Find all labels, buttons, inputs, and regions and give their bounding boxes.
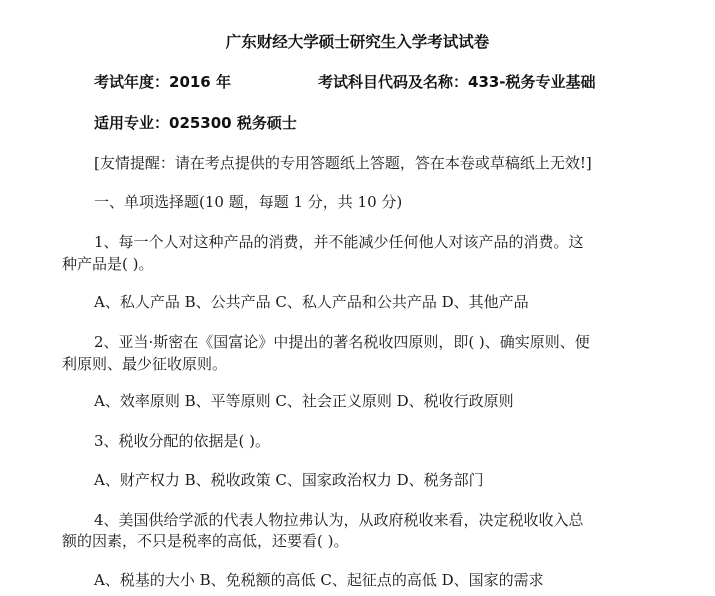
exam-year: 考试年度：2016 年 xyxy=(94,73,231,91)
question-2-options: A、效率原则 B、平等原则 C、社会正义原则 D、税收行政原则 xyxy=(94,392,514,410)
question-3-options: A、财产权力 B、税收政策 C、国家政治权力 D、税务部门 xyxy=(94,471,484,489)
question-1-text-cont: 种产品是( )。 xyxy=(62,255,154,273)
question-3-text: 3、税收分配的依据是( )。 xyxy=(94,432,271,450)
reminder-text: [友情提醒：请在考点提供的专用答题纸上答题，答在本卷或草稿纸上无效!] xyxy=(94,154,592,172)
exam-subject: 考试科目代码及名称：433-税务专业基础 xyxy=(318,73,596,91)
question-1-text: 1、每一个人对这种产品的消费，并不能减少任何他人对该产品的消费。这 xyxy=(94,233,584,251)
question-2-text: 2、亚当·斯密在《国富论》中提出的著名税收四原则，即( )、确实原则、便 xyxy=(94,333,590,351)
question-4-options: A、税基的大小 B、免税额的高低 C、起征点的高低 D、国家的需求 xyxy=(94,571,544,589)
question-2-text-cont: 利原则、最少征收原则。 xyxy=(62,355,228,373)
exam-title: 广东财经大学硕士研究生入学考试试卷 xyxy=(225,33,490,51)
section-heading: 一、单项选择题(10 题，每题 1 分，共 10 分) xyxy=(94,193,403,211)
question-1-options: A、私人产品 B、公共产品 C、私人产品和公共产品 D、其他产品 xyxy=(94,293,529,311)
question-4-text-cont: 额的因素，不只是税率的高低，还要看( )。 xyxy=(62,532,349,550)
question-4-text: 4、美国供给学派的代表人物拉弗认为，从政府税收来看，决定税收收入总 xyxy=(94,511,584,529)
exam-major: 适用专业：025300 税务硕士 xyxy=(94,114,297,132)
